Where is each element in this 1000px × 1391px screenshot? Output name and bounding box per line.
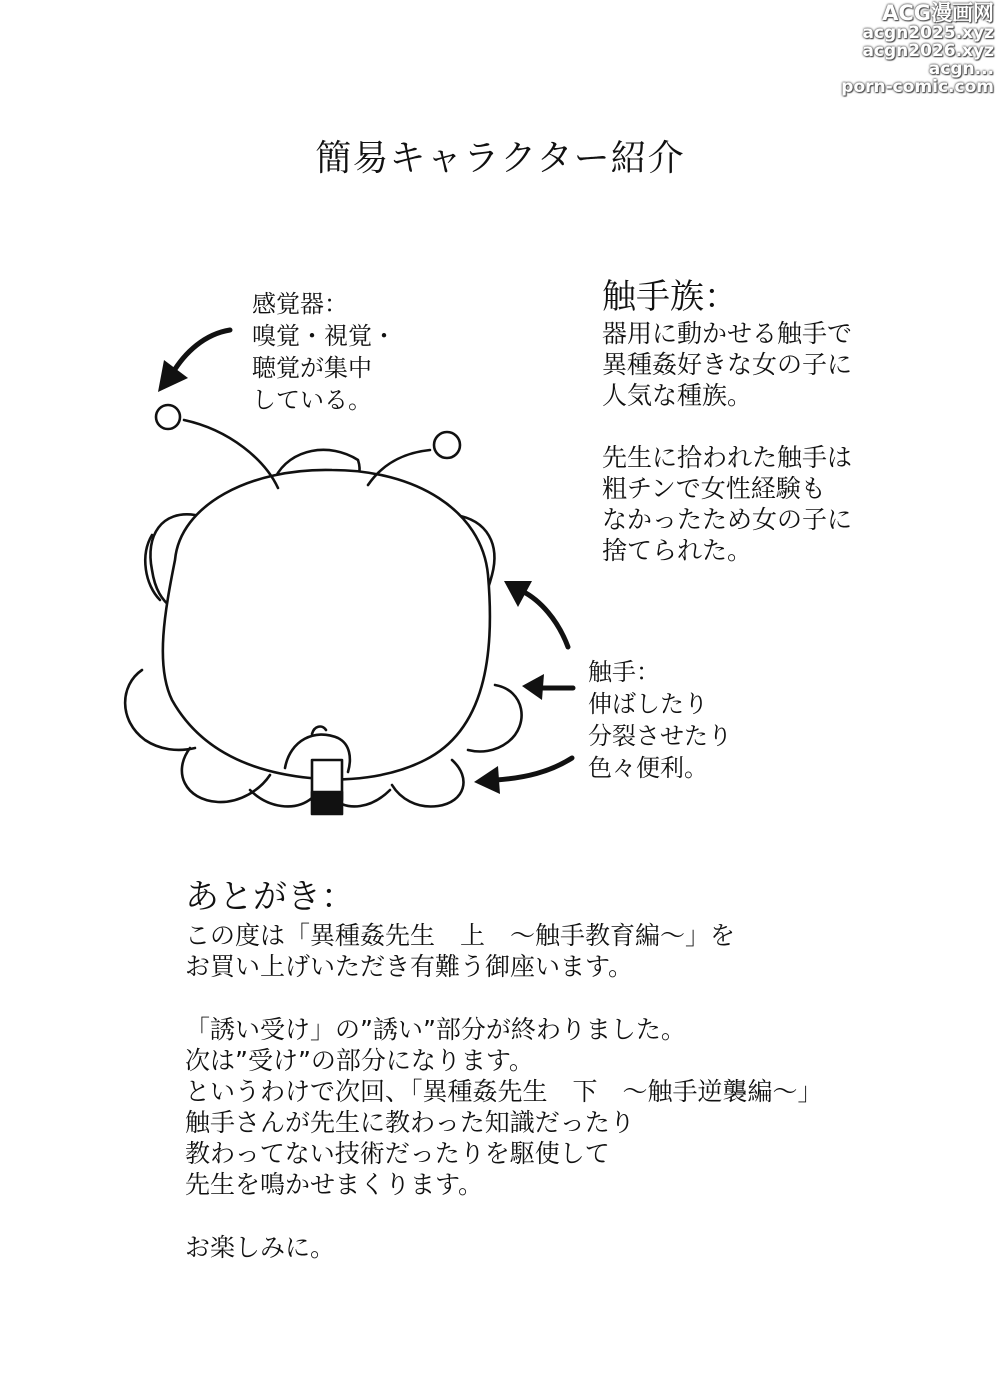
sensor-arrow — [150, 322, 240, 397]
tentacle-arrow-upper — [500, 575, 580, 655]
tentacle-arrow-middle — [518, 672, 578, 702]
watermark-title: ACG漫画网 — [882, 1, 994, 25]
tentacle-arrow-lower-head — [474, 766, 500, 794]
sensor-annotation: 感覚器： 嗅覚・視覚・ 聴覚が集中 している。 — [252, 290, 396, 414]
tentacle-arrow-middle-head — [522, 674, 544, 700]
watermark-line-3: acgn... — [928, 59, 994, 79]
watermark — [841, 2, 994, 96]
afterword-paragraph-3: お楽しみに。 — [185, 1233, 336, 1262]
afterword-paragraph-2: 「誘い受け」の”誘い”部分が終わりました。 次は”受け”の部分になります。 というわけで次回、「異種姦先生 下 ～触手逆襲編～」 触手さんが先生に教わった知識だったり 教わってない技術だったりを駆使して 先生を鳴かせまくります。 — [185, 1015, 823, 1199]
watermark-line-2: acgn2026.xyz — [862, 41, 994, 61]
tentacle-annotation: 触手： 伸ばしたり 分裂させたり 色々便利。 — [588, 658, 732, 782]
watermark-line-4: porn-comic.com — [841, 77, 994, 97]
species-paragraph-2: 先生に拾われた触手は 粗チンで女性経験も なかったため女の子に 捨てられた。 — [602, 443, 853, 565]
tentacle-arrow-lower — [470, 750, 580, 800]
species-heading: 触手族： — [602, 277, 738, 317]
afterword-heading: あとがき： — [185, 877, 355, 917]
tentacle-arrow-lower-shaft — [496, 758, 572, 780]
page-title: 簡易キャラクター紹介 — [315, 138, 685, 179]
afterword-paragraph-1: この度は「異種姦先生 上 ～触手教育編～」を お買い上げいただき有難う御座います。 — [185, 921, 736, 981]
species-paragraph-1: 器用に動かせる触手で 異種姦好きな女の子に 人気な種族。 — [602, 319, 853, 410]
body-outline — [163, 470, 490, 779]
sensor-arrow-head — [158, 360, 188, 392]
watermark-line-1: acgn2025.xyz — [862, 23, 994, 43]
sensor-arrow-shaft — [172, 330, 230, 374]
tentacle-arrow-upper-shaft — [522, 591, 568, 647]
